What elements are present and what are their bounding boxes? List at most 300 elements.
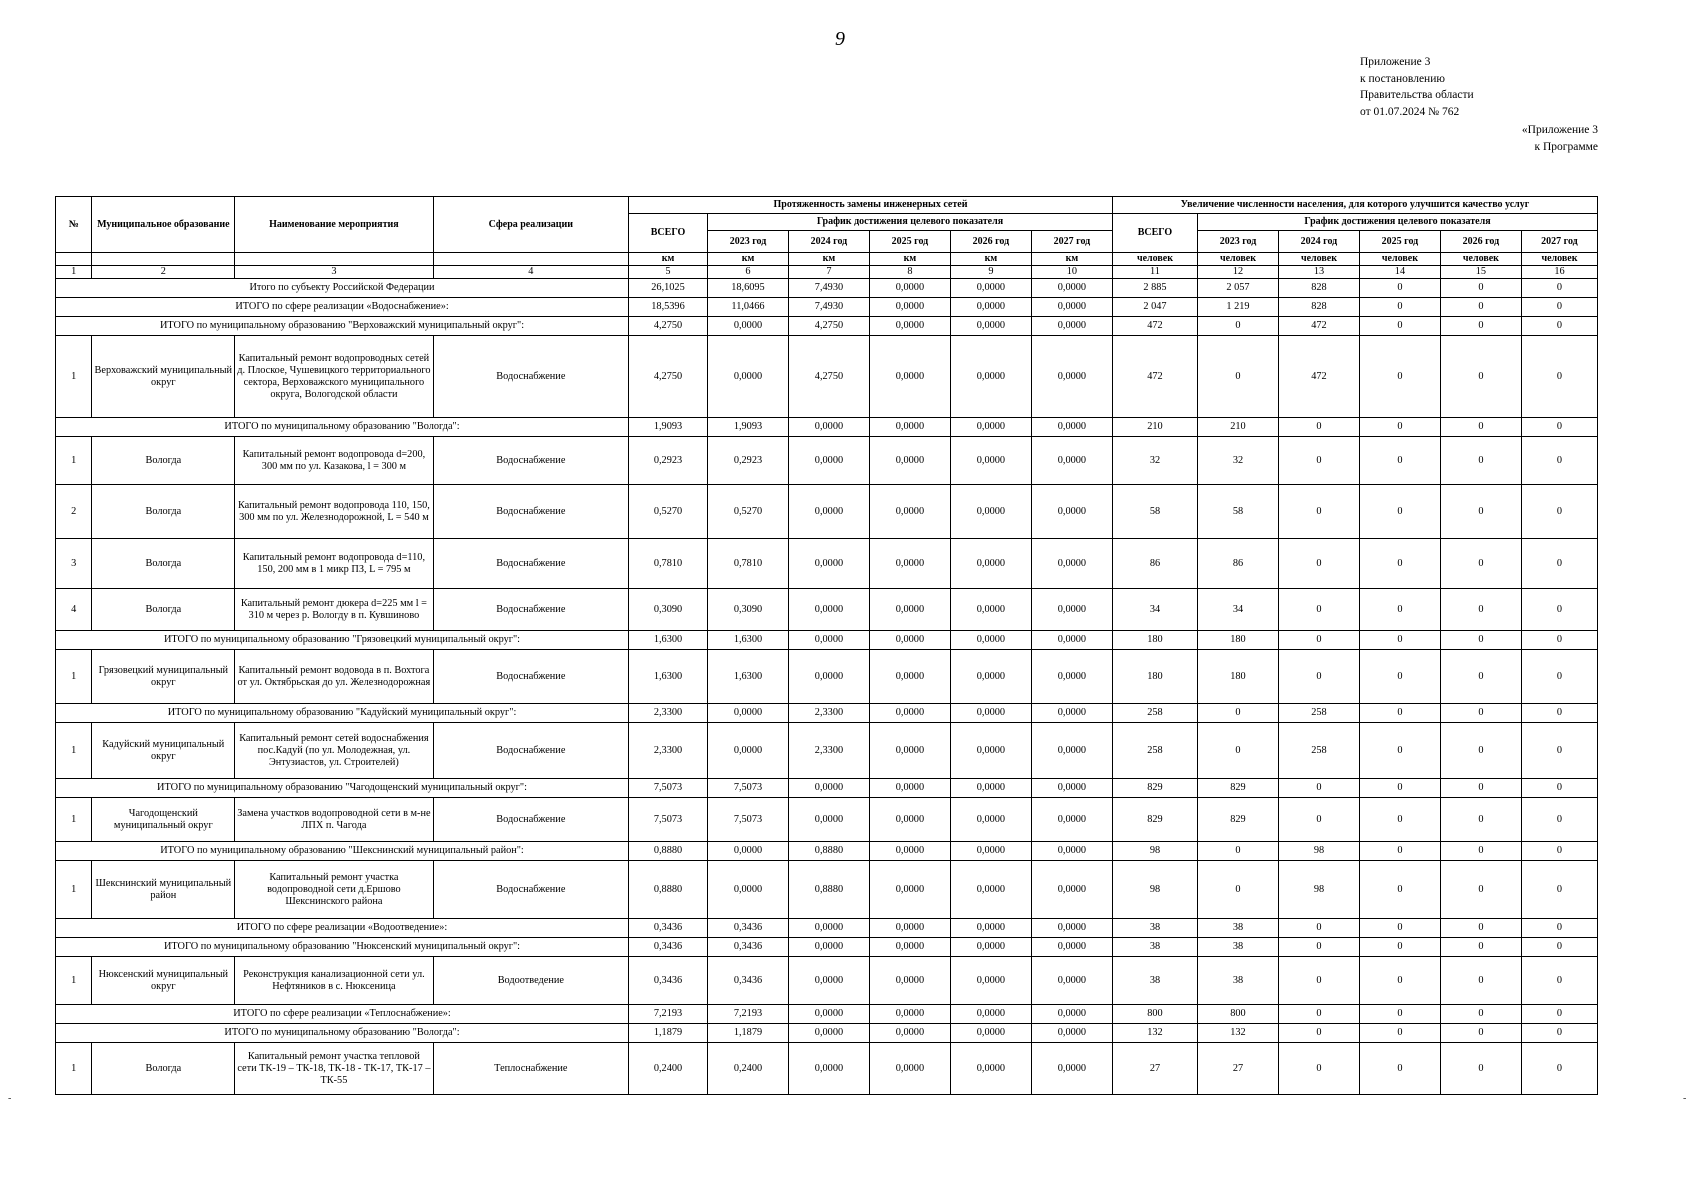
length-value: 0,0000: [950, 631, 1031, 650]
length-value: 0,0000: [869, 336, 950, 418]
length-value: 0,8880: [788, 861, 869, 919]
subtotal-label: ИТОГО по муниципальному образованию "Грязовецкий муниципальный округ":: [56, 631, 629, 650]
unit-km: км: [950, 253, 1031, 266]
length-value: 0,0000: [1031, 298, 1112, 317]
table-row: [56, 485, 1598, 539]
population-value: 0: [1440, 919, 1521, 938]
length-value: 0,0000: [788, 957, 869, 1005]
population-value: 0: [1521, 1005, 1597, 1024]
subtotal-row: [56, 317, 1598, 336]
subtotal-label: ИТОГО по муниципальному образованию "Вологда":: [56, 418, 629, 437]
population-value: 27: [1112, 1043, 1197, 1095]
length-value: 7,4930: [788, 279, 869, 298]
length-value: 0,0000: [1031, 631, 1112, 650]
header-total-people: ВСЕГО: [1112, 214, 1197, 253]
row-number: 1: [56, 336, 92, 418]
header-line: Правительства области: [1360, 89, 1474, 101]
length-value: 0,0000: [869, 279, 950, 298]
length-value: 0,2400: [629, 1043, 708, 1095]
length-value: 0,0000: [869, 437, 950, 485]
length-value: 0,0000: [707, 723, 788, 779]
length-value: 0,0000: [950, 539, 1031, 589]
page-number: 9: [835, 28, 845, 50]
population-value: 258: [1278, 704, 1359, 723]
population-value: 0: [1359, 798, 1440, 842]
length-value: 0,0000: [1031, 317, 1112, 336]
subtotal-row: [56, 704, 1598, 723]
length-value: 0,8880: [629, 861, 708, 919]
header-population-group: Увеличение численности населения, для которого улучшится качество услуг: [1112, 197, 1597, 214]
unit-people: человек: [1440, 253, 1521, 266]
population-value: 0: [1440, 1024, 1521, 1043]
subtotal-row: [56, 631, 1598, 650]
length-value: 0,0000: [788, 418, 869, 437]
population-value: 0: [1359, 437, 1440, 485]
header-municipality: Муниципальное образование: [92, 197, 235, 253]
length-value: 0,2400: [707, 1043, 788, 1095]
population-value: 0: [1521, 418, 1597, 437]
action-cell: Капитальный ремонт дюкера d=225 мм l = 310 м через р. Вологду в п. Кувшиново: [235, 589, 433, 631]
population-value: 0: [1521, 437, 1597, 485]
length-value: 0,0000: [788, 798, 869, 842]
column-number: 16: [1521, 266, 1597, 279]
population-value: 38: [1112, 957, 1197, 1005]
population-value: 0: [1359, 957, 1440, 1005]
population-value: 0: [1278, 1024, 1359, 1043]
row-number: 1: [56, 437, 92, 485]
length-value: 0,5270: [707, 485, 788, 539]
population-value: 0: [1440, 279, 1521, 298]
municipality-cell: Кадуйский муниципальный округ: [92, 723, 235, 779]
action-cell: Капитальный ремонт водопровода d=110, 150, 200 мм в 1 микр ПЗ, L = 795 м: [235, 539, 433, 589]
action-cell: Замена участков водопроводной сети в м-не ЛПХ п. Чагода: [235, 798, 433, 842]
population-value: 258: [1112, 704, 1197, 723]
length-value: 0,0000: [788, 1024, 869, 1043]
population-value: 180: [1197, 650, 1278, 704]
header-action: Наименование мероприятия: [235, 197, 433, 253]
subtotal-label: Итого по субъекту Российской Федерации: [56, 279, 629, 298]
population-value: 0: [1278, 1043, 1359, 1095]
subtotal-row: [56, 938, 1598, 957]
length-value: 0,0000: [788, 539, 869, 589]
population-value: 0: [1359, 779, 1440, 798]
length-value: 0,0000: [788, 1005, 869, 1024]
population-value: 0: [1278, 957, 1359, 1005]
population-value: 0: [1521, 1024, 1597, 1043]
length-value: 0,0000: [707, 336, 788, 418]
length-value: 4,2750: [629, 336, 708, 418]
population-value: 0: [1278, 418, 1359, 437]
length-value: 0,0000: [950, 704, 1031, 723]
population-value: 58: [1112, 485, 1197, 539]
length-value: 2,3300: [788, 723, 869, 779]
subtotal-label: ИТОГО по муниципальному образованию "Вологда":: [56, 1024, 629, 1043]
length-value: 0,0000: [869, 485, 950, 539]
length-value: 0,0000: [950, 861, 1031, 919]
population-value: 0: [1440, 704, 1521, 723]
length-value: 0,0000: [869, 650, 950, 704]
table-row: [56, 336, 1598, 418]
population-value: 0: [1359, 539, 1440, 589]
header-line: «Приложение 3: [1521, 124, 1598, 136]
subtotal-row: [56, 1005, 1598, 1024]
unit-people: человек: [1359, 253, 1440, 266]
action-cell: Реконструкция канализационной сети ул. Нефтяников в с. Нюксеница: [235, 957, 433, 1005]
length-value: 0,0000: [869, 798, 950, 842]
length-value: 2,3300: [629, 704, 708, 723]
length-value: 7,5073: [629, 798, 708, 842]
length-value: 0,0000: [788, 779, 869, 798]
population-value: 98: [1278, 861, 1359, 919]
population-value: 828: [1278, 279, 1359, 298]
population-value: 0: [1278, 938, 1359, 957]
header-sphere: Сфера реализации: [433, 197, 628, 253]
population-value: 0: [1521, 957, 1597, 1005]
population-value: 0: [1197, 723, 1278, 779]
column-number: 13: [1278, 266, 1359, 279]
column-number: 8: [869, 266, 950, 279]
municipality-cell: Вологда: [92, 437, 235, 485]
year-header: 2027 год: [1031, 231, 1112, 253]
population-value: 27: [1197, 1043, 1278, 1095]
length-value: 0,0000: [950, 298, 1031, 317]
length-value: 7,4930: [788, 298, 869, 317]
length-value: 0,3436: [629, 919, 708, 938]
sphere-cell: Теплоснабжение: [433, 1043, 628, 1095]
population-value: 2 885: [1112, 279, 1197, 298]
population-value: 0: [1197, 861, 1278, 919]
population-value: 0: [1440, 957, 1521, 1005]
population-value: 0: [1359, 631, 1440, 650]
municipality-cell: Вологда: [92, 1043, 235, 1095]
population-value: 0: [1359, 1005, 1440, 1024]
scan-margin-mark: -: [1683, 1093, 1687, 1104]
subtotal-label: ИТОГО по муниципальному образованию "Шекснинский муниципальный район":: [56, 842, 629, 861]
municipality-cell: Шекснинский муниципальный район: [92, 861, 235, 919]
length-value: 0,0000: [1031, 1005, 1112, 1024]
population-value: 0: [1521, 938, 1597, 957]
year-header: 2024 год: [788, 231, 869, 253]
population-value: 1 219: [1197, 298, 1278, 317]
population-value: 0: [1521, 723, 1597, 779]
length-value: 0,0000: [950, 437, 1031, 485]
population-value: 38: [1112, 919, 1197, 938]
population-value: 0: [1359, 919, 1440, 938]
length-value: 0,0000: [1031, 279, 1112, 298]
header-line: Приложение 3: [1360, 56, 1431, 68]
length-value: 0,0000: [950, 418, 1031, 437]
length-value: 0,0000: [1031, 1043, 1112, 1095]
subtotal-row: [56, 779, 1598, 798]
population-value: 0: [1521, 861, 1597, 919]
column-number: 3: [235, 266, 433, 279]
length-value: 1,9093: [629, 418, 708, 437]
population-value: 0: [1440, 589, 1521, 631]
unit-empty-cell: [235, 253, 433, 266]
population-value: 0: [1521, 798, 1597, 842]
length-value: 0,0000: [1031, 842, 1112, 861]
population-value: 86: [1197, 539, 1278, 589]
length-value: 0,0000: [950, 279, 1031, 298]
population-value: 472: [1112, 336, 1197, 418]
population-value: 258: [1112, 723, 1197, 779]
population-value: 472: [1278, 336, 1359, 418]
unit-empty-cell: [433, 253, 628, 266]
table-row: [56, 589, 1598, 631]
length-value: 0,0000: [950, 798, 1031, 842]
subtotal-row: [56, 279, 1598, 298]
length-value: 0,0000: [788, 1043, 869, 1095]
row-number: 3: [56, 539, 92, 589]
population-value: 472: [1112, 317, 1197, 336]
length-value: 0,0000: [869, 589, 950, 631]
municipality-cell: Чагодощенский муниципальный округ: [92, 798, 235, 842]
column-number: 5: [629, 266, 708, 279]
population-value: 0: [1359, 1043, 1440, 1095]
population-value: 0: [1440, 485, 1521, 539]
length-value: 0,0000: [869, 317, 950, 336]
length-value: 0,2923: [707, 437, 788, 485]
population-value: 0: [1440, 418, 1521, 437]
row-number: 1: [56, 861, 92, 919]
header-line: к постановлению: [1360, 72, 1445, 85]
population-value: 0: [1440, 798, 1521, 842]
population-value: 258: [1278, 723, 1359, 779]
municipality-cell: Верховажский муниципальный округ: [92, 336, 235, 418]
length-value: 7,5073: [707, 798, 788, 842]
population-value: 0: [1359, 704, 1440, 723]
length-value: 0,0000: [788, 437, 869, 485]
population-value: 38: [1197, 919, 1278, 938]
table-row: [56, 539, 1598, 589]
population-value: 34: [1112, 589, 1197, 631]
year-header: 2027 год: [1521, 231, 1597, 253]
population-value: 0: [1440, 298, 1521, 317]
population-value: 180: [1197, 631, 1278, 650]
column-number: 1: [56, 266, 92, 279]
length-value: 0,0000: [950, 485, 1031, 539]
length-value: 0,3436: [707, 938, 788, 957]
unit-people: человек: [1521, 253, 1597, 266]
table-row: [56, 650, 1598, 704]
sphere-cell: Водоснабжение: [433, 861, 628, 919]
year-header: 2023 год: [1197, 231, 1278, 253]
population-value: 0: [1359, 1024, 1440, 1043]
length-value: 0,0000: [950, 723, 1031, 779]
length-value: 0,0000: [1031, 485, 1112, 539]
table-body: [56, 279, 1598, 1095]
length-value: 0,0000: [707, 317, 788, 336]
length-value: 0,7810: [629, 539, 708, 589]
population-value: 0: [1359, 589, 1440, 631]
population-value: 0: [1278, 589, 1359, 631]
length-value: 0,0000: [950, 336, 1031, 418]
length-value: 0,7810: [707, 539, 788, 589]
action-cell: Капитальный ремонт участка тепловой сети ТК-19 – ТК-18, ТК-18 - ТК-17, ТК-17 – ТК-55: [235, 1043, 433, 1095]
length-value: 0,0000: [788, 589, 869, 631]
row-number: 1: [56, 957, 92, 1005]
population-value: 38: [1197, 938, 1278, 957]
length-value: 0,0000: [707, 842, 788, 861]
row-number: 4: [56, 589, 92, 631]
length-value: 0,0000: [1031, 798, 1112, 842]
population-value: 32: [1112, 437, 1197, 485]
length-value: 0,0000: [1031, 938, 1112, 957]
length-value: 0,0000: [1031, 437, 1112, 485]
length-value: 4,2750: [788, 317, 869, 336]
length-value: 0,0000: [869, 1005, 950, 1024]
length-value: 0,0000: [950, 779, 1031, 798]
length-value: 1,6300: [707, 650, 788, 704]
length-value: 1,1879: [707, 1024, 788, 1043]
length-value: 0,0000: [1031, 589, 1112, 631]
population-value: 0: [1278, 1005, 1359, 1024]
population-value: 0: [1359, 317, 1440, 336]
population-value: 0: [1521, 919, 1597, 938]
length-value: 0,0000: [788, 631, 869, 650]
population-value: 0: [1359, 418, 1440, 437]
length-value: 0,8880: [788, 842, 869, 861]
header-line: к Программе: [1534, 140, 1598, 153]
subtotal-row: [56, 919, 1598, 938]
length-value: 0,0000: [869, 1024, 950, 1043]
year-header: 2025 год: [869, 231, 950, 253]
population-value: 34: [1197, 589, 1278, 631]
population-value: 0: [1359, 650, 1440, 704]
population-value: 32: [1197, 437, 1278, 485]
unit-people: человек: [1112, 253, 1197, 266]
population-value: 0: [1440, 779, 1521, 798]
population-value: 0: [1278, 779, 1359, 798]
program-table: [55, 196, 1598, 1095]
population-value: 0: [1521, 336, 1597, 418]
population-value: 829: [1112, 798, 1197, 842]
length-value: 0,0000: [1031, 779, 1112, 798]
length-value: 0,3090: [629, 589, 708, 631]
column-number: 11: [1112, 266, 1197, 279]
sphere-cell: Водоснабжение: [433, 650, 628, 704]
sphere-cell: Водоснабжение: [433, 589, 628, 631]
population-value: 0: [1359, 723, 1440, 779]
sphere-cell: Водоснабжение: [433, 485, 628, 539]
length-value: 0,0000: [869, 418, 950, 437]
unit-km: км: [707, 253, 788, 266]
length-value: 0,0000: [950, 938, 1031, 957]
population-value: 800: [1112, 1005, 1197, 1024]
length-value: 0,0000: [869, 704, 950, 723]
length-value: 0,0000: [869, 861, 950, 919]
action-cell: Капитальный ремонт сетей водоснабжения пос.Кадуй (по ул. Молодежная, ул. Энтузиастов, ул. Строителей): [235, 723, 433, 779]
population-value: 0: [1359, 485, 1440, 539]
length-value: 7,5073: [707, 779, 788, 798]
length-value: 0,0000: [707, 704, 788, 723]
length-value: 0,0000: [950, 317, 1031, 336]
length-value: 0,0000: [950, 1024, 1031, 1043]
length-value: 0,0000: [869, 779, 950, 798]
subtotal-label: ИТОГО по сфере реализации «Водоснабжение»:: [56, 298, 629, 317]
municipality-cell: Грязовецкий муниципальный округ: [92, 650, 235, 704]
population-value: 0: [1440, 842, 1521, 861]
population-value: 800: [1197, 1005, 1278, 1024]
row-number: 1: [56, 798, 92, 842]
population-value: 0: [1521, 485, 1597, 539]
subtotal-label: ИТОГО по муниципальному образованию "Чагодощенский муниципальный округ":: [56, 779, 629, 798]
column-number: 10: [1031, 266, 1112, 279]
population-value: 38: [1112, 938, 1197, 957]
population-value: 0: [1197, 704, 1278, 723]
length-value: 0,5270: [629, 485, 708, 539]
action-cell: Капитальный ремонт водопроводных сетей д. Плоское, Чушевицкого территориального сектора, Верховажского муниципального округа, Вологодской области: [235, 336, 433, 418]
length-value: 0,3436: [629, 957, 708, 1005]
population-value: 210: [1197, 418, 1278, 437]
length-value: 0,0000: [950, 589, 1031, 631]
length-value: 0,0000: [869, 842, 950, 861]
population-value: 2 057: [1197, 279, 1278, 298]
municipality-cell: Нюксенский муниципальный округ: [92, 957, 235, 1005]
length-value: 18,6095: [707, 279, 788, 298]
year-header: 2024 год: [1278, 231, 1359, 253]
subtotal-label: ИТОГО по сфере реализации «Теплоснабжение»:: [56, 1005, 629, 1024]
population-value: 98: [1278, 842, 1359, 861]
sphere-cell: Водоснабжение: [433, 798, 628, 842]
column-number: 2: [92, 266, 235, 279]
length-value: 4,2750: [629, 317, 708, 336]
subtotal-row: [56, 842, 1598, 861]
length-value: 0,3436: [629, 938, 708, 957]
length-value: 1,1879: [629, 1024, 708, 1043]
program-appendix-header: [1440, 122, 1598, 155]
population-value: 0: [1278, 919, 1359, 938]
length-value: 7,2193: [707, 1005, 788, 1024]
population-value: 0: [1197, 842, 1278, 861]
population-value: 98: [1112, 842, 1197, 861]
population-value: 0: [1440, 723, 1521, 779]
length-value: 0,3090: [707, 589, 788, 631]
population-value: 829: [1112, 779, 1197, 798]
sphere-cell: Водоснабжение: [433, 437, 628, 485]
population-value: 0: [1521, 1043, 1597, 1095]
population-value: 58: [1197, 485, 1278, 539]
column-number: 12: [1197, 266, 1278, 279]
length-value: 0,0000: [1031, 418, 1112, 437]
table-row: [56, 1043, 1598, 1095]
subtotal-row: [56, 298, 1598, 317]
unit-empty-cell: [56, 253, 92, 266]
subtotal-label: ИТОГО по муниципальному образованию "Верховажский муниципальный округ":: [56, 317, 629, 336]
length-value: 2,3300: [788, 704, 869, 723]
population-value: 0: [1521, 704, 1597, 723]
population-value: 0: [1440, 631, 1521, 650]
header-schedule-people: График достижения целевого показателя: [1197, 214, 1597, 231]
unit-km: км: [788, 253, 869, 266]
action-cell: Капитальный ремонт участка водопроводной сети д.Ершово Шекснинского района: [235, 861, 433, 919]
row-number: 2: [56, 485, 92, 539]
length-value: 7,5073: [629, 779, 708, 798]
table-row: [56, 723, 1598, 779]
population-value: 0: [1521, 279, 1597, 298]
length-value: 0,0000: [869, 919, 950, 938]
length-value: 0,0000: [869, 723, 950, 779]
length-value: 0,0000: [788, 650, 869, 704]
length-value: 0,0000: [869, 938, 950, 957]
population-value: 0: [1278, 485, 1359, 539]
population-value: 0: [1521, 317, 1597, 336]
length-value: 1,6300: [629, 650, 708, 704]
header-length-group: Протяженность замены инженерных сетей: [629, 197, 1113, 214]
population-value: 829: [1197, 779, 1278, 798]
length-value: 0,0000: [1031, 957, 1112, 1005]
unit-people: человек: [1278, 253, 1359, 266]
